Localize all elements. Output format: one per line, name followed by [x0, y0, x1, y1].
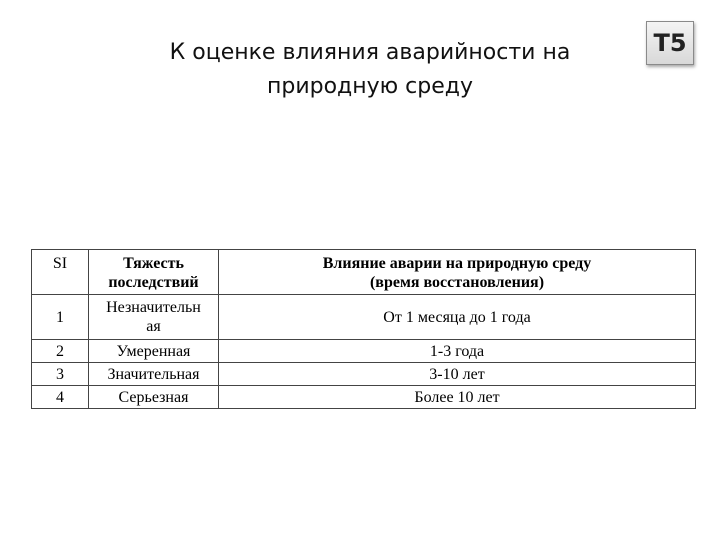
impact-table: [31, 249, 696, 409]
header-influence-line-1: Влияние аварии на природную среду: [322, 255, 592, 272]
table-row: [32, 363, 696, 386]
cell-severity: Значительная: [89, 363, 219, 386]
cell-si: 1: [32, 295, 89, 340]
table-row: [32, 295, 696, 340]
table-header-row: [32, 250, 696, 295]
cell-influence: 1-3 года: [219, 340, 696, 363]
slide-title-line-2: природную среду: [266, 74, 474, 99]
table-row: [32, 386, 696, 409]
header-severity: [89, 250, 219, 295]
cell-severity: Умеренная: [89, 340, 219, 363]
cell-si: 2: [32, 340, 89, 363]
cell-si: 4: [32, 386, 89, 409]
cell-influence: Более 10 лет: [219, 386, 696, 409]
cell-severity: [89, 295, 219, 340]
header-influence-line-2: (время восстановления): [369, 274, 545, 291]
cell-severity-line-1: Незначительн: [106, 299, 201, 316]
slide-title: [120, 36, 620, 104]
header-severity-line-1: Тяжесть: [123, 255, 184, 272]
cell-severity: Серьезная: [89, 386, 219, 409]
slide-number-badge: T5: [646, 21, 694, 65]
cell-si: 3: [32, 363, 89, 386]
cell-influence: 3-10 лет: [219, 363, 696, 386]
cell-severity-line-2: ая: [146, 318, 161, 335]
cell-influence: От 1 месяца до 1 года: [219, 295, 696, 340]
header-severity-line-2: последствий: [108, 274, 199, 291]
table-row: [32, 340, 696, 363]
header-si: SI: [32, 250, 89, 295]
header-influence: [219, 250, 696, 295]
slide-title-line-1: К оценке влияния аварийности на: [169, 40, 571, 65]
